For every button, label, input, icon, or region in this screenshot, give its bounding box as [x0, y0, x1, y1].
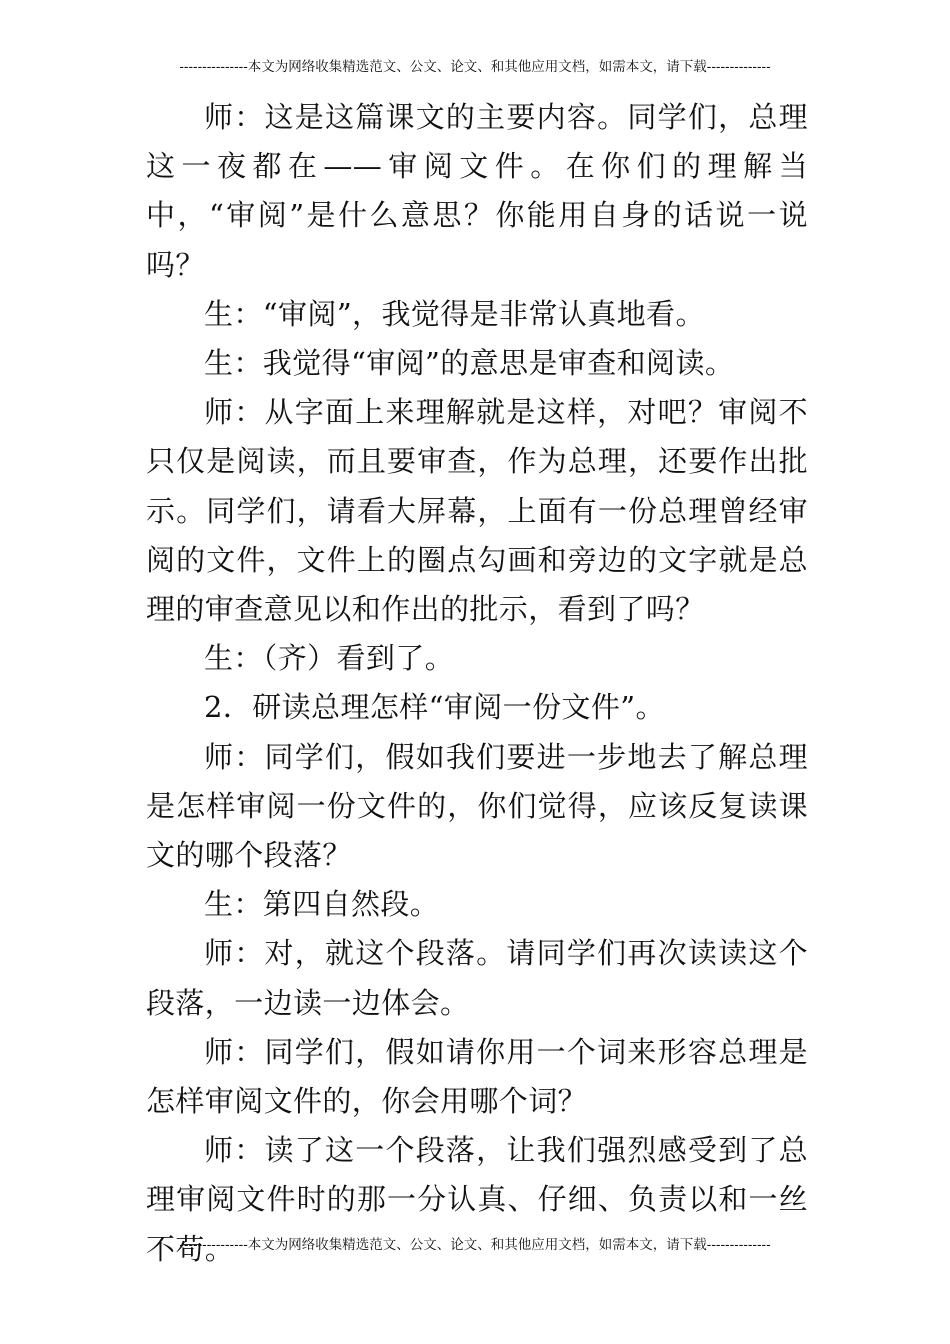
- paragraph-8: 生：第四自然段。: [204, 887, 440, 922]
- page-header: ---------------本文为网络收集精选范文、公文、论文、和其他应用文档，如需本文，请下载--------------: [179, 59, 771, 75]
- document-body: [146, 93, 808, 1274]
- paragraph-2: 生：“审阅”，我觉得是非常认真地看。: [204, 296, 705, 331]
- paragraph-7: 师：同学们，假如我们要进一步地去了解总理是怎样审阅一份文件的，你们觉得，应该反复读课文的哪个段落？: [146, 739, 808, 873]
- paragraph-5: 生：（齐）看到了。: [204, 641, 455, 676]
- paragraph-11: 师：读了这一个段落，让我们强烈感受到了总理审阅文件时的那一分认真、仔细、负责以和一丝不苟。: [146, 1133, 808, 1266]
- page-footer: ---------------本文为网络收集精选范文、公文、论文、和其他应用文档，如需本文，请下载--------------: [179, 1237, 771, 1253]
- paragraph-1: 师：这是这篇课文的主要内容。同学们，总理这一夜都在——审阅文件。在你们的理解当中，“审阅”是什么意思？你能用自身的话说一说吗？: [146, 100, 808, 282]
- paragraph-6: 2．研读总理怎样“审阅一份文件”。: [204, 690, 665, 725]
- paragraph-4: 师：从字面上来理解就是这样，对吧？审阅不只仅是阅读，而且要审查，作为总理，还要作出批示。同学们，请看大屏幕，上面有一份总理曾经审阅的文件，文件上的圈点勾画和旁边的文字就是总理的审查意见以和作出的批示，看到了吗？: [146, 395, 808, 627]
- paragraph-9: 师：对，就这个段落。请同学们再次读读这个段落，一边读一边体会。: [146, 936, 808, 1020]
- paragraph-10: 师：同学们，假如请你用一个词来形容总理是怎样审阅文件的，你会用哪个词？: [146, 1034, 808, 1119]
- paragraph-3: 生：我觉得“审阅”的意思是审查和阅读。: [204, 346, 735, 381]
